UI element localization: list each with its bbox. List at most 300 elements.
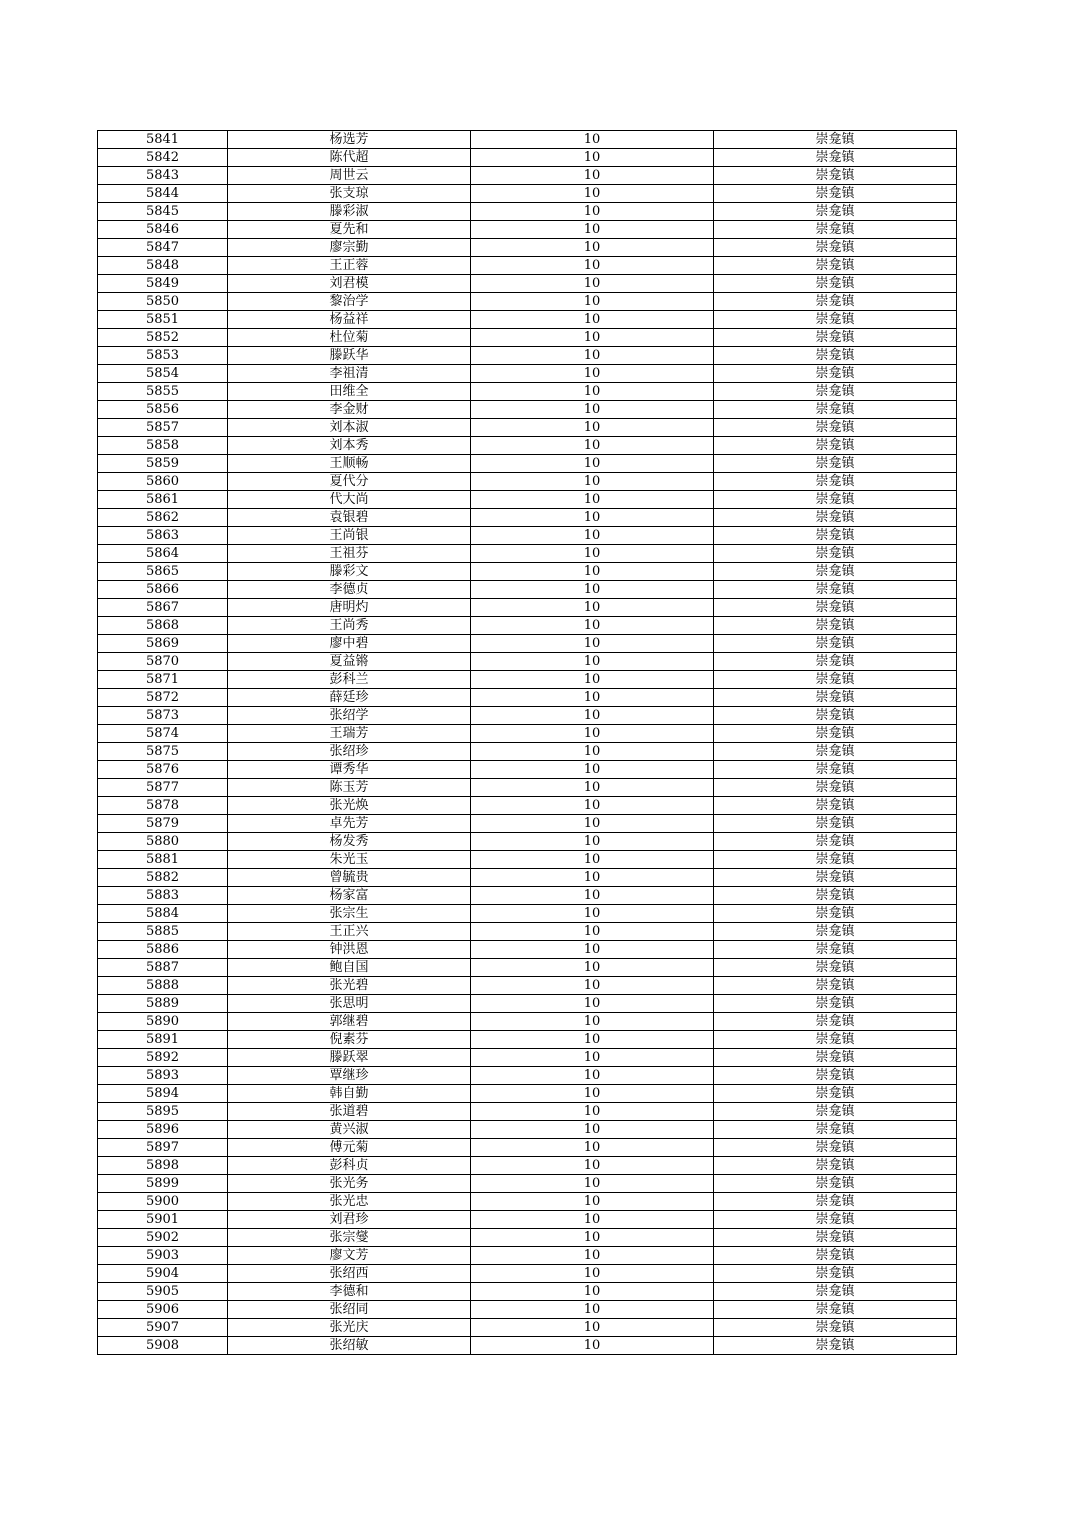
town-cell: 崇龛镇	[714, 1049, 957, 1067]
table-row	[98, 653, 957, 671]
row-number-cell: 5873	[98, 707, 228, 725]
name-cell: 杨家富	[228, 887, 471, 905]
town-cell: 崇龛镇	[714, 599, 957, 617]
row-number-cell: 5899	[98, 1175, 228, 1193]
row-number-cell: 5876	[98, 761, 228, 779]
amount-cell: 10	[471, 1049, 714, 1067]
amount-cell: 10	[471, 257, 714, 275]
town-cell: 崇龛镇	[714, 491, 957, 509]
amount-cell: 10	[471, 509, 714, 527]
name-cell: 傅元菊	[228, 1139, 471, 1157]
amount-cell: 10	[471, 1319, 714, 1337]
town-cell: 崇龛镇	[714, 383, 957, 401]
table-row	[98, 977, 957, 995]
row-number-cell: 5879	[98, 815, 228, 833]
name-cell: 张绍敏	[228, 1337, 471, 1355]
name-cell: 杜位菊	[228, 329, 471, 347]
row-number-cell: 5883	[98, 887, 228, 905]
town-cell: 崇龛镇	[714, 545, 957, 563]
name-cell: 滕跃翠	[228, 1049, 471, 1067]
table-row	[98, 131, 957, 149]
town-cell: 崇龛镇	[714, 671, 957, 689]
row-number-cell: 5853	[98, 347, 228, 365]
name-cell: 韩自勤	[228, 1085, 471, 1103]
amount-cell: 10	[471, 1103, 714, 1121]
town-cell: 崇龛镇	[714, 1157, 957, 1175]
table-row	[98, 887, 957, 905]
table-row	[98, 311, 957, 329]
row-number-cell: 5885	[98, 923, 228, 941]
name-cell: 钟洪恩	[228, 941, 471, 959]
table-row	[98, 1193, 957, 1211]
name-cell: 杨发秀	[228, 833, 471, 851]
table-row	[98, 1229, 957, 1247]
town-cell: 崇龛镇	[714, 689, 957, 707]
town-cell: 崇龛镇	[714, 1103, 957, 1121]
row-number-cell: 5902	[98, 1229, 228, 1247]
amount-cell: 10	[471, 527, 714, 545]
table-row	[98, 329, 957, 347]
name-cell: 夏先和	[228, 221, 471, 239]
town-cell: 崇龛镇	[714, 401, 957, 419]
town-cell: 崇龛镇	[714, 1013, 957, 1031]
row-number-cell: 5869	[98, 635, 228, 653]
table-row	[98, 1265, 957, 1283]
table-row	[98, 257, 957, 275]
table-row	[98, 1067, 957, 1085]
name-cell: 张光碧	[228, 977, 471, 995]
amount-cell: 10	[471, 1031, 714, 1049]
row-number-cell: 5907	[98, 1319, 228, 1337]
amount-cell: 10	[471, 221, 714, 239]
amount-cell: 10	[471, 581, 714, 599]
row-number-cell: 5871	[98, 671, 228, 689]
row-number-cell: 5908	[98, 1337, 228, 1355]
name-cell: 滕彩文	[228, 563, 471, 581]
amount-cell: 10	[471, 1247, 714, 1265]
name-cell: 陈玉芳	[228, 779, 471, 797]
town-cell: 崇龛镇	[714, 1031, 957, 1049]
amount-cell: 10	[471, 797, 714, 815]
name-cell: 黄兴淑	[228, 1121, 471, 1139]
table-row	[98, 1013, 957, 1031]
name-cell: 张宗生	[228, 905, 471, 923]
row-number-cell: 5849	[98, 275, 228, 293]
table-row	[98, 941, 957, 959]
amount-cell: 10	[471, 383, 714, 401]
town-cell: 崇龛镇	[714, 941, 957, 959]
town-cell: 崇龛镇	[714, 455, 957, 473]
name-cell: 李金财	[228, 401, 471, 419]
town-cell: 崇龛镇	[714, 473, 957, 491]
amount-cell: 10	[471, 599, 714, 617]
amount-cell: 10	[471, 185, 714, 203]
table-row	[98, 797, 957, 815]
row-number-cell: 5847	[98, 239, 228, 257]
town-cell: 崇龛镇	[714, 1265, 957, 1283]
town-cell: 崇龛镇	[714, 185, 957, 203]
row-number-cell: 5842	[98, 149, 228, 167]
town-cell: 崇龛镇	[714, 1247, 957, 1265]
row-number-cell: 5906	[98, 1301, 228, 1319]
table-row	[98, 383, 957, 401]
town-cell: 崇龛镇	[714, 1319, 957, 1337]
town-cell: 崇龛镇	[714, 815, 957, 833]
amount-cell: 10	[471, 365, 714, 383]
name-cell: 张光忠	[228, 1193, 471, 1211]
table-row	[98, 761, 957, 779]
name-cell: 张绍西	[228, 1265, 471, 1283]
amount-cell: 10	[471, 725, 714, 743]
row-number-cell: 5843	[98, 167, 228, 185]
amount-cell: 10	[471, 1265, 714, 1283]
row-number-cell: 5895	[98, 1103, 228, 1121]
name-cell: 张绍珍	[228, 743, 471, 761]
town-cell: 崇龛镇	[714, 509, 957, 527]
row-number-cell: 5846	[98, 221, 228, 239]
amount-cell: 10	[471, 671, 714, 689]
amount-cell: 10	[471, 131, 714, 149]
table-row	[98, 1283, 957, 1301]
name-cell: 覃继珍	[228, 1067, 471, 1085]
name-cell: 代大尚	[228, 491, 471, 509]
table-row	[98, 437, 957, 455]
amount-cell: 10	[471, 995, 714, 1013]
amount-cell: 10	[471, 167, 714, 185]
name-cell: 杨选芳	[228, 131, 471, 149]
name-cell: 朱光玉	[228, 851, 471, 869]
town-cell: 崇龛镇	[714, 149, 957, 167]
amount-cell: 10	[471, 689, 714, 707]
name-cell: 张思明	[228, 995, 471, 1013]
table-row	[98, 365, 957, 383]
row-number-cell: 5898	[98, 1157, 228, 1175]
town-cell: 崇龛镇	[714, 797, 957, 815]
amount-cell: 10	[471, 977, 714, 995]
table-row	[98, 671, 957, 689]
table-row	[98, 167, 957, 185]
amount-cell: 10	[471, 635, 714, 653]
amount-cell: 10	[471, 491, 714, 509]
table-row	[98, 1085, 957, 1103]
row-number-cell: 5852	[98, 329, 228, 347]
town-cell: 崇龛镇	[714, 995, 957, 1013]
town-cell: 崇龛镇	[714, 347, 957, 365]
amount-cell: 10	[471, 1067, 714, 1085]
name-cell: 彭科贞	[228, 1157, 471, 1175]
town-cell: 崇龛镇	[714, 1301, 957, 1319]
table-row	[98, 239, 957, 257]
town-cell: 崇龛镇	[714, 275, 957, 293]
amount-cell: 10	[471, 1121, 714, 1139]
row-number-cell: 5867	[98, 599, 228, 617]
table-row	[98, 1049, 957, 1067]
amount-cell: 10	[471, 239, 714, 257]
table-row	[98, 779, 957, 797]
table-row	[98, 833, 957, 851]
amount-cell: 10	[471, 1301, 714, 1319]
row-number-cell: 5877	[98, 779, 228, 797]
table-row	[98, 869, 957, 887]
name-cell: 张光焕	[228, 797, 471, 815]
table-row	[98, 1211, 957, 1229]
name-cell: 滕跃华	[228, 347, 471, 365]
row-number-cell: 5860	[98, 473, 228, 491]
town-cell: 崇龛镇	[714, 293, 957, 311]
name-cell: 刘君珍	[228, 1211, 471, 1229]
name-cell: 张绍同	[228, 1301, 471, 1319]
amount-cell: 10	[471, 833, 714, 851]
amount-cell: 10	[471, 455, 714, 473]
row-number-cell: 5889	[98, 995, 228, 1013]
name-cell: 谭秀华	[228, 761, 471, 779]
table-row	[98, 293, 957, 311]
name-cell: 王尚秀	[228, 617, 471, 635]
amount-cell: 10	[471, 1013, 714, 1031]
amount-cell: 10	[471, 851, 714, 869]
name-cell: 王正兴	[228, 923, 471, 941]
table-row	[98, 455, 957, 473]
table-row	[98, 1031, 957, 1049]
name-cell: 王尚银	[228, 527, 471, 545]
row-number-cell: 5878	[98, 797, 228, 815]
name-cell: 李德和	[228, 1283, 471, 1301]
name-cell: 张光务	[228, 1175, 471, 1193]
amount-cell: 10	[471, 905, 714, 923]
amount-cell: 10	[471, 203, 714, 221]
name-cell: 陈代超	[228, 149, 471, 167]
table-row	[98, 1247, 957, 1265]
row-number-cell: 5893	[98, 1067, 228, 1085]
town-cell: 崇龛镇	[714, 1283, 957, 1301]
row-number-cell: 5887	[98, 959, 228, 977]
name-cell: 唐明灼	[228, 599, 471, 617]
amount-cell: 10	[471, 653, 714, 671]
row-number-cell: 5855	[98, 383, 228, 401]
town-cell: 崇龛镇	[714, 1211, 957, 1229]
table-row	[98, 1301, 957, 1319]
table-row	[98, 707, 957, 725]
table-row	[98, 1319, 957, 1337]
amount-cell: 10	[471, 1157, 714, 1175]
town-cell: 崇龛镇	[714, 869, 957, 887]
name-cell: 王顺畅	[228, 455, 471, 473]
table-row	[98, 743, 957, 761]
table-row	[98, 401, 957, 419]
name-cell: 杨益祥	[228, 311, 471, 329]
town-cell: 崇龛镇	[714, 437, 957, 455]
town-cell: 崇龛镇	[714, 887, 957, 905]
town-cell: 崇龛镇	[714, 1337, 957, 1355]
town-cell: 崇龛镇	[714, 1139, 957, 1157]
town-cell: 崇龛镇	[714, 959, 957, 977]
town-cell: 崇龛镇	[714, 581, 957, 599]
row-number-cell: 5870	[98, 653, 228, 671]
amount-cell: 10	[471, 743, 714, 761]
table-row	[98, 1157, 957, 1175]
amount-cell: 10	[471, 779, 714, 797]
town-cell: 崇龛镇	[714, 365, 957, 383]
amount-cell: 10	[471, 473, 714, 491]
name-cell: 李德贞	[228, 581, 471, 599]
name-cell: 卓先芳	[228, 815, 471, 833]
row-number-cell: 5897	[98, 1139, 228, 1157]
row-number-cell: 5875	[98, 743, 228, 761]
table-row	[98, 1337, 957, 1355]
row-number-cell: 5882	[98, 869, 228, 887]
data-table	[97, 130, 957, 1355]
amount-cell: 10	[471, 887, 714, 905]
name-cell: 袁银碧	[228, 509, 471, 527]
row-number-cell: 5892	[98, 1049, 228, 1067]
table-row	[98, 545, 957, 563]
table-row	[98, 1121, 957, 1139]
table-row	[98, 509, 957, 527]
table-row	[98, 905, 957, 923]
table-row	[98, 347, 957, 365]
amount-cell: 10	[471, 959, 714, 977]
table-row	[98, 995, 957, 1013]
name-cell: 王祖芬	[228, 545, 471, 563]
row-number-cell: 5848	[98, 257, 228, 275]
row-number-cell: 5888	[98, 977, 228, 995]
row-number-cell: 5861	[98, 491, 228, 509]
row-number-cell: 5890	[98, 1013, 228, 1031]
amount-cell: 10	[471, 419, 714, 437]
row-number-cell: 5881	[98, 851, 228, 869]
table-row	[98, 275, 957, 293]
table-row	[98, 635, 957, 653]
name-cell: 滕彩淑	[228, 203, 471, 221]
table-row	[98, 1103, 957, 1121]
name-cell: 王瑞芳	[228, 725, 471, 743]
row-number-cell: 5872	[98, 689, 228, 707]
town-cell: 崇龛镇	[714, 761, 957, 779]
name-cell: 夏益锵	[228, 653, 471, 671]
amount-cell: 10	[471, 815, 714, 833]
name-cell: 刘本秀	[228, 437, 471, 455]
town-cell: 崇龛镇	[714, 923, 957, 941]
town-cell: 崇龛镇	[714, 329, 957, 347]
table-row	[98, 725, 957, 743]
row-number-cell: 5866	[98, 581, 228, 599]
amount-cell: 10	[471, 1139, 714, 1157]
table-row	[98, 851, 957, 869]
town-cell: 崇龛镇	[714, 563, 957, 581]
town-cell: 崇龛镇	[714, 725, 957, 743]
table-row	[98, 581, 957, 599]
row-number-cell: 5862	[98, 509, 228, 527]
amount-cell: 10	[471, 545, 714, 563]
row-number-cell: 5863	[98, 527, 228, 545]
row-number-cell: 5865	[98, 563, 228, 581]
amount-cell: 10	[471, 941, 714, 959]
name-cell: 张光庆	[228, 1319, 471, 1337]
town-cell: 崇龛镇	[714, 743, 957, 761]
name-cell: 彭科兰	[228, 671, 471, 689]
name-cell: 鲍自国	[228, 959, 471, 977]
town-cell: 崇龛镇	[714, 221, 957, 239]
name-cell: 周世云	[228, 167, 471, 185]
row-number-cell: 5894	[98, 1085, 228, 1103]
row-number-cell: 5844	[98, 185, 228, 203]
table-row	[98, 527, 957, 545]
amount-cell: 10	[471, 347, 714, 365]
name-cell: 廖文芳	[228, 1247, 471, 1265]
name-cell: 张绍学	[228, 707, 471, 725]
amount-cell: 10	[471, 1175, 714, 1193]
town-cell: 崇龛镇	[714, 167, 957, 185]
row-number-cell: 5896	[98, 1121, 228, 1139]
table-row	[98, 473, 957, 491]
table-row	[98, 1139, 957, 1157]
town-cell: 崇龛镇	[714, 905, 957, 923]
row-number-cell: 5851	[98, 311, 228, 329]
amount-cell: 10	[471, 1193, 714, 1211]
name-cell: 黎治学	[228, 293, 471, 311]
row-number-cell: 5841	[98, 131, 228, 149]
row-number-cell: 5856	[98, 401, 228, 419]
row-number-cell: 5903	[98, 1247, 228, 1265]
town-cell: 崇龛镇	[714, 239, 957, 257]
table-row	[98, 1175, 957, 1193]
town-cell: 崇龛镇	[714, 203, 957, 221]
table-row	[98, 599, 957, 617]
table-row	[98, 689, 957, 707]
table-row	[98, 221, 957, 239]
table-row	[98, 491, 957, 509]
town-cell: 崇龛镇	[714, 1085, 957, 1103]
amount-cell: 10	[471, 869, 714, 887]
town-cell: 崇龛镇	[714, 617, 957, 635]
row-number-cell: 5886	[98, 941, 228, 959]
name-cell: 倪素芬	[228, 1031, 471, 1049]
row-number-cell: 5904	[98, 1265, 228, 1283]
amount-cell: 10	[471, 293, 714, 311]
table-row	[98, 563, 957, 581]
table-row	[98, 617, 957, 635]
name-cell: 廖中碧	[228, 635, 471, 653]
town-cell: 崇龛镇	[714, 977, 957, 995]
row-number-cell: 5880	[98, 833, 228, 851]
amount-cell: 10	[471, 563, 714, 581]
name-cell: 刘君模	[228, 275, 471, 293]
row-number-cell: 5854	[98, 365, 228, 383]
name-cell: 田维全	[228, 383, 471, 401]
amount-cell: 10	[471, 923, 714, 941]
amount-cell: 10	[471, 707, 714, 725]
amount-cell: 10	[471, 1283, 714, 1301]
row-number-cell: 5901	[98, 1211, 228, 1229]
amount-cell: 10	[471, 311, 714, 329]
row-number-cell: 5858	[98, 437, 228, 455]
amount-cell: 10	[471, 437, 714, 455]
name-cell: 张宗燮	[228, 1229, 471, 1247]
amount-cell: 10	[471, 1229, 714, 1247]
name-cell: 廖宗勤	[228, 239, 471, 257]
town-cell: 崇龛镇	[714, 1175, 957, 1193]
name-cell: 李祖清	[228, 365, 471, 383]
town-cell: 崇龛镇	[714, 653, 957, 671]
row-number-cell: 5864	[98, 545, 228, 563]
amount-cell: 10	[471, 617, 714, 635]
town-cell: 崇龛镇	[714, 1121, 957, 1139]
amount-cell: 10	[471, 329, 714, 347]
town-cell: 崇龛镇	[714, 851, 957, 869]
row-number-cell: 5905	[98, 1283, 228, 1301]
town-cell: 崇龛镇	[714, 1229, 957, 1247]
town-cell: 崇龛镇	[714, 527, 957, 545]
